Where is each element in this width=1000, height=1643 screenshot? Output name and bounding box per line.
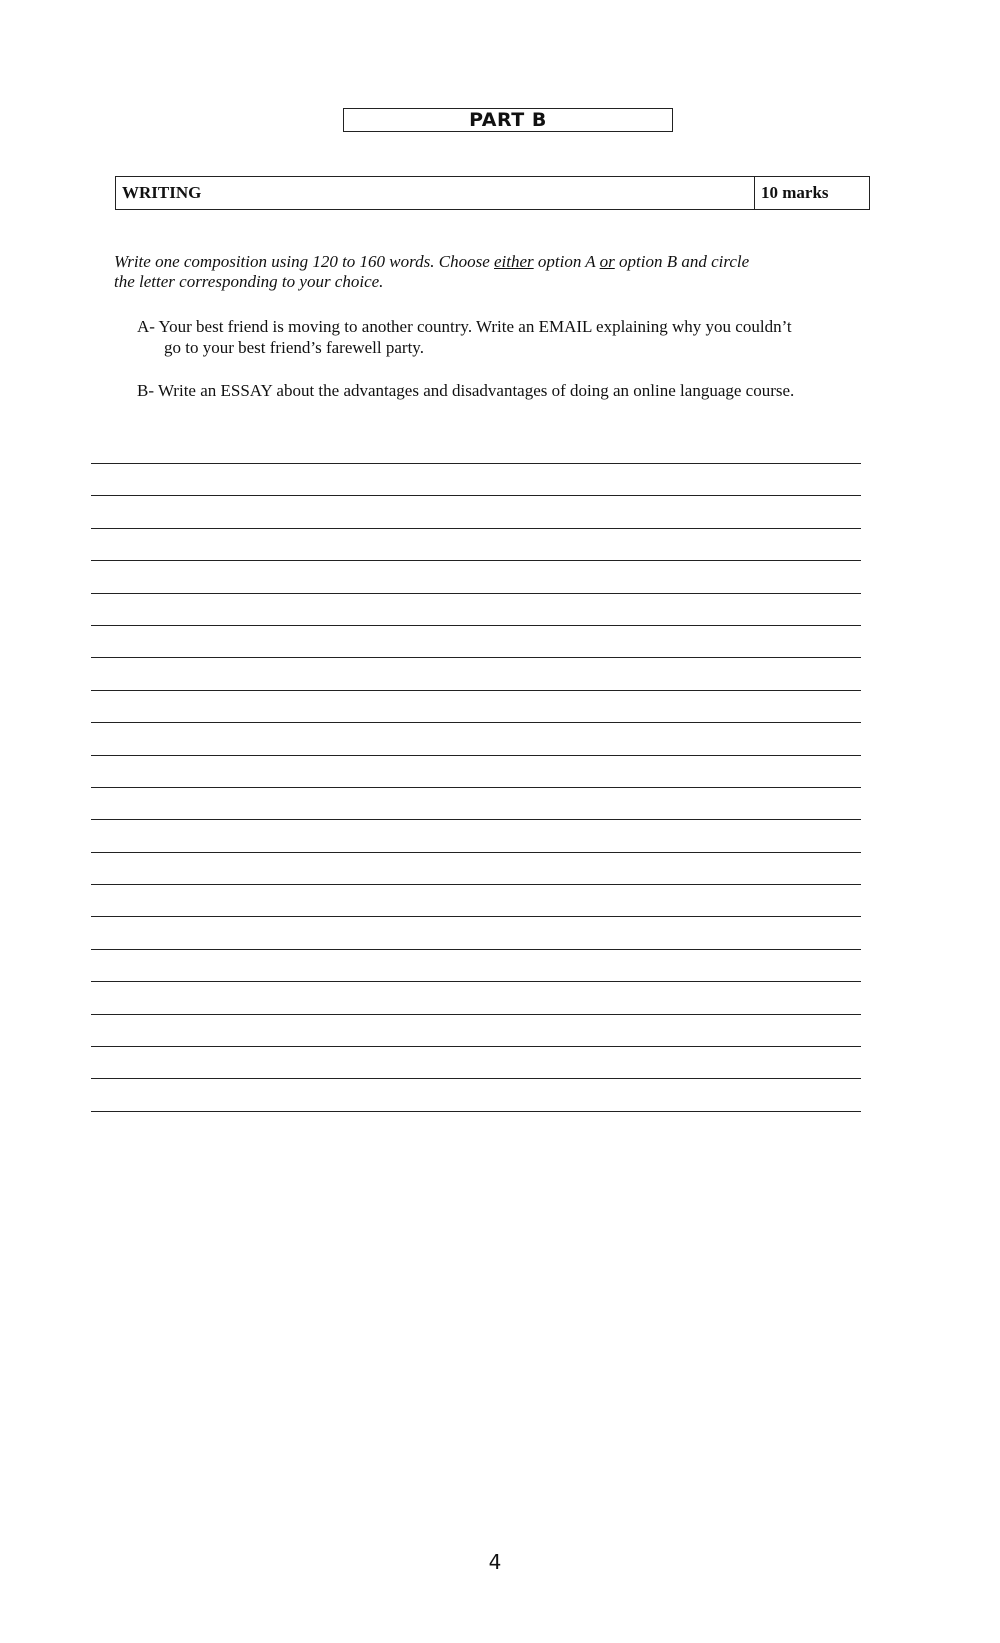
answer-line[interactable] xyxy=(91,819,861,851)
answer-line[interactable] xyxy=(91,1046,861,1078)
answer-line[interactable] xyxy=(91,1111,861,1143)
answer-line[interactable] xyxy=(91,657,861,689)
option-b-line-1: B- Write an ESSAY about the advantages and disadvantages of doing an online language course. xyxy=(137,381,795,400)
answer-line[interactable] xyxy=(91,981,861,1013)
section-marks: 10 marks xyxy=(761,183,829,202)
option-a xyxy=(137,316,857,358)
answer-line[interactable] xyxy=(91,916,861,948)
answer-line[interactable] xyxy=(91,528,861,560)
section-header-table xyxy=(115,176,870,210)
answer-line[interactable] xyxy=(91,884,861,916)
answer-line[interactable] xyxy=(91,722,861,754)
answer-line[interactable] xyxy=(91,787,861,819)
task-instructions xyxy=(114,252,834,292)
answer-line[interactable] xyxy=(91,690,861,722)
answer-line[interactable] xyxy=(91,755,861,787)
option-a-line-2: go to your best friend’s farewell party. xyxy=(164,338,424,357)
answer-line[interactable] xyxy=(91,1014,861,1046)
answer-line[interactable] xyxy=(91,495,861,527)
answer-line[interactable] xyxy=(91,852,861,884)
instructions-text-mid: option A xyxy=(533,252,600,271)
instructions-or: or xyxy=(599,252,615,271)
part-heading: PART B xyxy=(343,108,673,132)
answer-line[interactable] xyxy=(91,1078,861,1110)
answer-line[interactable] xyxy=(91,560,861,592)
answer-line[interactable] xyxy=(91,949,861,981)
instructions-text-start: Write one composition using 120 to 160 words. Choose xyxy=(114,252,494,271)
instructions-either: either xyxy=(494,252,534,271)
answer-lines[interactable] xyxy=(91,463,861,1143)
answer-line[interactable] xyxy=(91,593,861,625)
instructions-text-end: option B and circle xyxy=(614,252,750,271)
section-title: WRITING xyxy=(116,177,755,209)
answer-line[interactable] xyxy=(91,463,861,495)
option-b xyxy=(137,380,857,401)
answer-line[interactable] xyxy=(91,625,861,657)
option-a-line-1: A- Your best friend is moving to another country. Write an EMAIL explaining why you couldn’t xyxy=(137,317,792,336)
page-number: 4 xyxy=(488,1550,502,1574)
instructions-line-2: the letter corresponding to your choice. xyxy=(114,272,384,291)
